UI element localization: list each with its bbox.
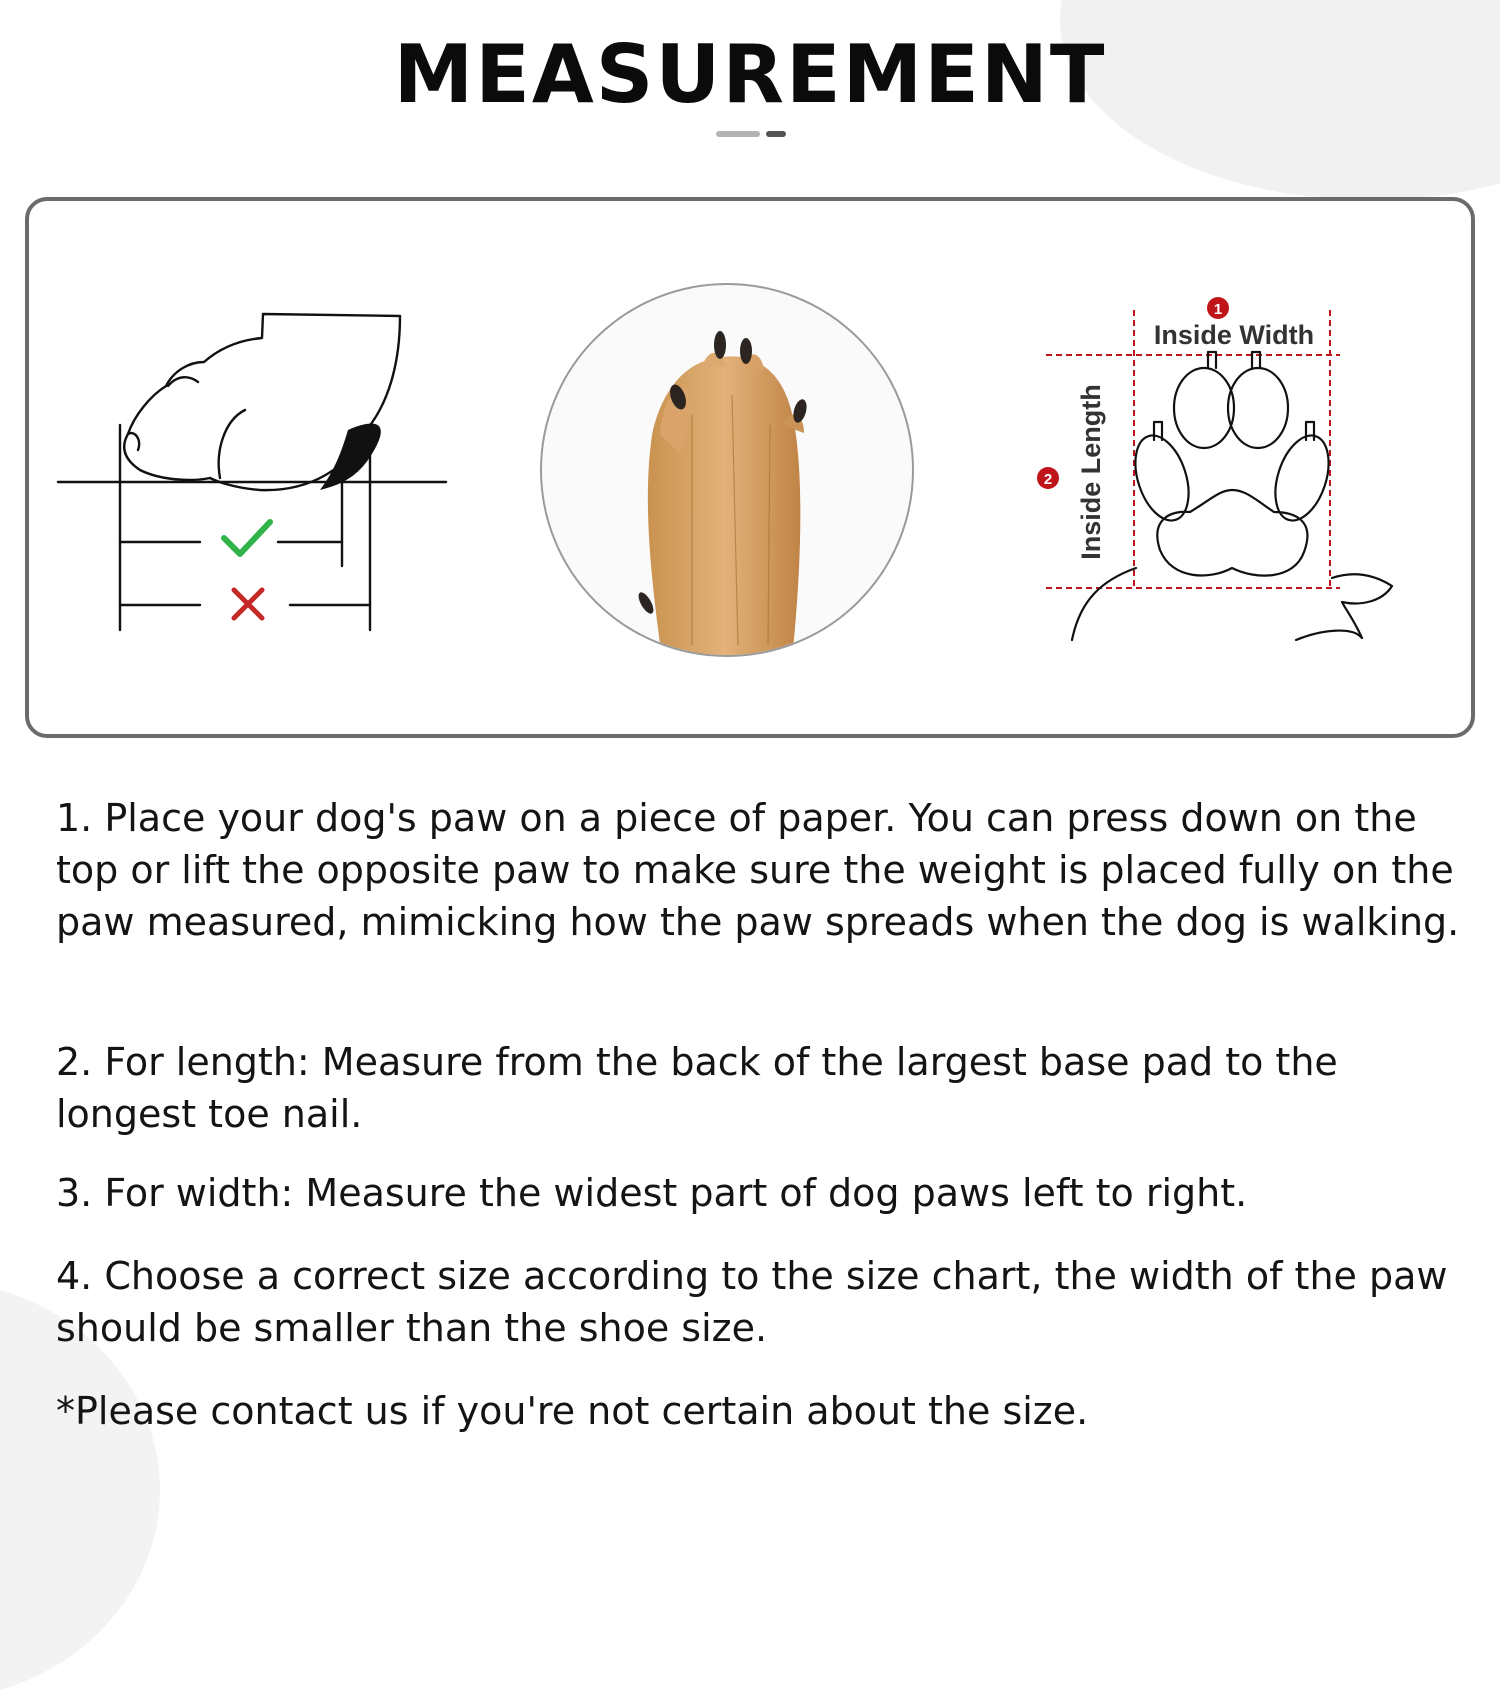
paw-photo <box>540 283 914 657</box>
paw-pad <box>320 424 381 490</box>
contact-note: *Please contact us if you're not certain about the size. <box>56 1389 1089 1433</box>
instruction-step-3: 3. For width: Measure the widest part of dog paws left to right. <box>56 1171 1248 1215</box>
toe-pad <box>1174 368 1234 448</box>
width-marker-number: 1 <box>1213 301 1223 318</box>
instruction-step-2: 2. For length: Measure from the back of the largest base pad to the longest toe nail. <box>56 1040 1338 1136</box>
title-divider <box>716 131 760 137</box>
paw-toe-line <box>128 433 139 450</box>
paw-toe-line <box>168 377 198 386</box>
instruction-step-1: 1. Place your dog's paw on a piece of paper. You can press down on the top or lift the opposite paw to make sure the weight is placed fully on the paw measured, mimicking how the paw spreads when the dog is walking. <box>56 796 1460 944</box>
leg-outline <box>1072 568 1136 640</box>
cross-icon <box>234 590 262 618</box>
toe-pad <box>1228 368 1288 448</box>
leg-outline <box>1296 574 1392 640</box>
length-marker-number: 2 <box>1043 471 1053 488</box>
instruction-step-4: 4. Choose a correct size according to the size chart, the width of the paw should be smaller than the shoe size. <box>56 1254 1448 1350</box>
paw-print-diagram <box>1020 290 1440 650</box>
base-pad <box>1157 490 1307 576</box>
fit-diagram <box>50 300 450 640</box>
title-divider <box>766 131 786 137</box>
nail <box>1306 422 1314 440</box>
inside-length-label: Inside Length <box>1076 384 1106 560</box>
inside-width-label: Inside Width <box>1153 320 1315 350</box>
paw-toe-line <box>219 410 245 478</box>
paw-photo-illustration <box>542 285 914 657</box>
check-icon <box>224 522 270 554</box>
page-title: MEASUREMENT <box>393 28 1107 121</box>
